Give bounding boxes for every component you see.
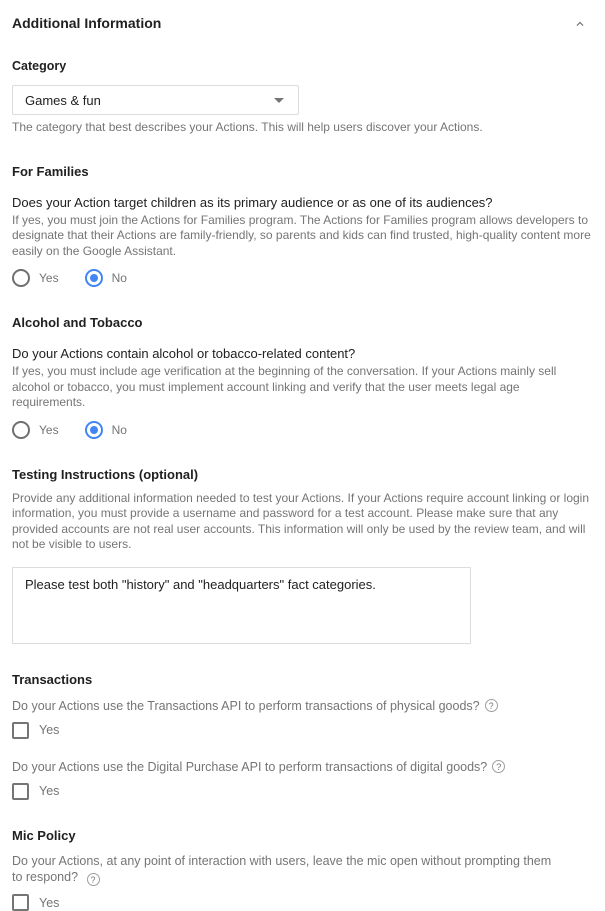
- chevron-up-icon: [573, 17, 587, 31]
- transactions-heading: Transactions: [12, 672, 593, 687]
- category-select[interactable]: [12, 85, 299, 115]
- radio-unselected-icon: [12, 421, 30, 439]
- checkbox-unchecked-icon: [12, 783, 29, 800]
- radio-unselected-icon: [12, 269, 30, 287]
- category-section: [12, 59, 593, 136]
- alcohol-tobacco-heading: Alcohol and Tobacco: [12, 315, 593, 330]
- dropdown-arrow-icon: [274, 98, 284, 103]
- checkbox-unchecked-icon: [12, 722, 29, 739]
- for-families-section: [12, 164, 593, 288]
- transactions-digital-question: Do your Actions use the Digital Purchase API to perform transactions of digital goods? ?: [12, 759, 593, 775]
- collapse-section-button[interactable]: [573, 15, 593, 31]
- for-families-radio-yes[interactable]: Yes: [12, 269, 59, 287]
- help-icon[interactable]: ?: [485, 699, 498, 712]
- alcohol-tobacco-radio-no[interactable]: No: [85, 421, 127, 439]
- alcohol-tobacco-helper-text: If yes, you must include age verification at the beginning of the conversation. If your Actions mainly sell alcohol or tobacco, you must implement account linking and verify that the user meets legal age requirements.: [12, 364, 593, 411]
- alcohol-tobacco-radio-group: [12, 421, 593, 439]
- mic-policy-heading: Mic Policy: [12, 828, 593, 843]
- help-icon[interactable]: ?: [87, 873, 100, 886]
- transactions-physical-checkbox-row[interactable]: Yes: [12, 722, 593, 739]
- checkbox-unchecked-icon: [12, 894, 29, 911]
- alcohol-tobacco-section: [12, 315, 593, 439]
- transactions-physical-question: Do your Actions use the Transactions API to perform transactions of physical goods? ?: [12, 698, 593, 714]
- help-icon[interactable]: ?: [492, 760, 505, 773]
- mic-policy-section: [12, 828, 593, 911]
- panel-title: Additional Information: [12, 15, 161, 31]
- mic-policy-checkbox-row[interactable]: Yes: [12, 894, 593, 911]
- testing-instructions-section: [12, 467, 593, 644]
- testing-instructions-heading: Testing Instructions (optional): [12, 467, 593, 482]
- for-families-radio-no[interactable]: No: [85, 269, 127, 287]
- alcohol-tobacco-question: Do your Actions contain alcohol or tobacco-related content?: [12, 346, 593, 362]
- testing-instructions-textarea[interactable]: [12, 567, 471, 644]
- for-families-heading: For Families: [12, 164, 593, 179]
- category-helper-text: The category that best describes your Actions. This will help users discover your Actions.: [12, 120, 593, 136]
- panel-header: [12, 15, 593, 31]
- for-families-question: Does your Action target children as its primary audience or as one of its audiences?: [12, 195, 593, 211]
- radio-selected-icon: [85, 421, 103, 439]
- category-selected-value: Games & fun: [25, 93, 101, 108]
- for-families-helper-text: If yes, you must join the Actions for Families program. The Actions for Families program allows developers to designate that their Actions are family-friendly, so parents and kids can find trusted, high-quality content more easily on the Google Assistant.: [12, 213, 593, 260]
- radio-selected-icon: [85, 269, 103, 287]
- alcohol-tobacco-radio-yes[interactable]: Yes: [12, 421, 59, 439]
- category-label: Category: [12, 59, 593, 73]
- for-families-radio-group: [12, 269, 593, 287]
- transactions-digital-checkbox-row[interactable]: Yes: [12, 783, 593, 800]
- mic-policy-question: Do your Actions, at any point of interaction with users, leave the mic open without prompting them to respond? ?: [12, 853, 565, 887]
- transactions-section: [12, 672, 593, 800]
- testing-instructions-helper-text: Provide any additional information needed to test your Actions. If your Actions require account linking or login information, you must provide a username and password for a test account. Please make sure that any provided accounts are not real user accounts. This information will only be used by the review team, and will not be visible to users.: [12, 491, 593, 553]
